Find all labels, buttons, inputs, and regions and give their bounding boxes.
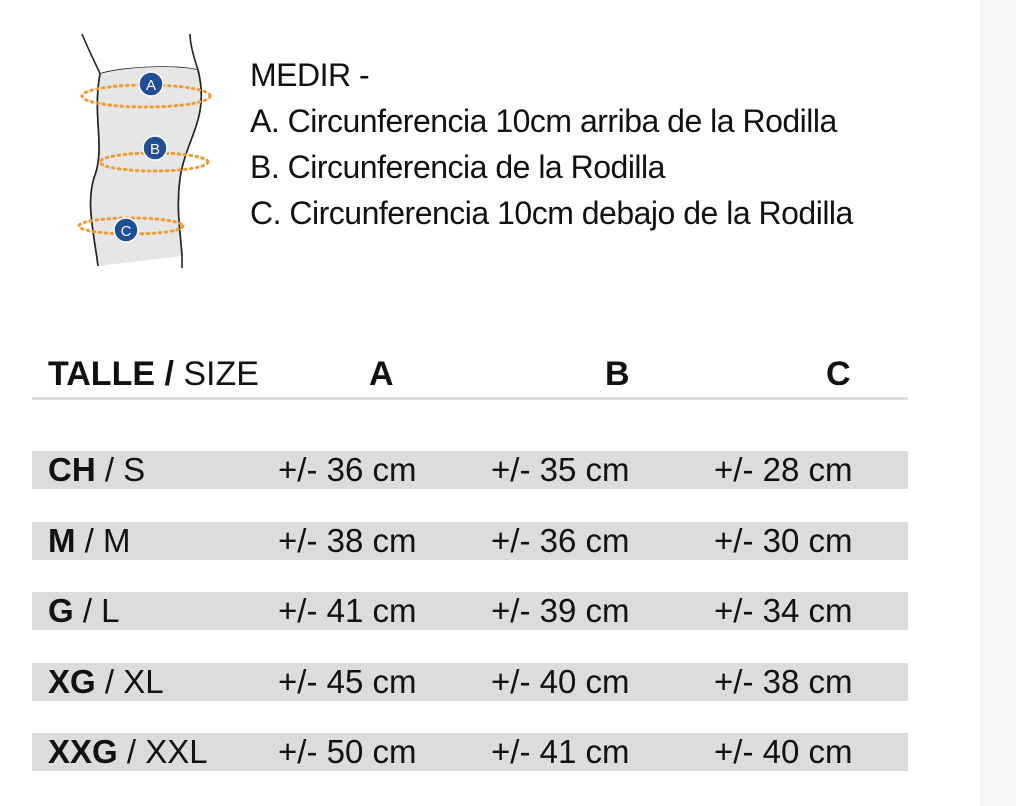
row-size: G / L <box>48 592 120 629</box>
table-header <box>32 350 908 398</box>
marker-c <box>114 218 138 242</box>
row-value-b: +/- 35 cm <box>491 451 630 488</box>
row-value-b: +/- 41 cm <box>491 733 630 770</box>
table-row <box>32 522 908 560</box>
row-value-c: +/- 30 cm <box>714 521 853 559</box>
instruction-a: A. Circunferencia 10cm arriba de la Rodilla <box>250 103 837 139</box>
svg-text:A: A <box>145 77 157 94</box>
row-value-a: +/- 50 cm <box>278 733 417 770</box>
row-value-c: +/- 40 cm <box>714 733 853 770</box>
row-value-a: +/- 41 cm <box>278 592 417 629</box>
header-col-c: C <box>826 355 851 393</box>
svg-text:C: C <box>120 223 132 240</box>
table-row <box>32 451 908 489</box>
header-col-a: A <box>369 355 394 393</box>
table-row <box>32 663 908 701</box>
instruction-b: B. Circunferencia de la Rodilla <box>250 149 665 185</box>
row-size: XG / XL <box>48 662 164 700</box>
marker-a <box>139 72 163 96</box>
table-row <box>32 592 908 630</box>
row-value-b: +/- 36 cm <box>491 521 630 559</box>
row-size: XXG / XXL <box>48 733 208 770</box>
row-value-b: +/- 40 cm <box>491 662 630 700</box>
header-size: TALLE / SIZE <box>48 355 259 393</box>
header-divider <box>32 397 908 400</box>
table-row <box>32 733 908 771</box>
right-margin-strip <box>980 0 1016 806</box>
measurement-instructions <box>250 52 853 236</box>
row-size: M / M <box>48 521 131 559</box>
row-size: CH / S <box>48 451 146 488</box>
header-col-b: B <box>605 355 630 393</box>
row-value-c: +/- 28 cm <box>714 451 853 488</box>
row-value-a: +/- 38 cm <box>278 521 417 559</box>
knee-diagram-illustration <box>70 28 220 273</box>
size-chart-table <box>32 350 908 770</box>
table-body <box>32 451 908 804</box>
marker-b <box>143 136 167 160</box>
row-value-b: +/- 39 cm <box>491 592 630 629</box>
row-value-c: +/- 38 cm <box>714 662 853 700</box>
instructions-title: MEDIR - <box>250 57 370 93</box>
row-value-a: +/- 45 cm <box>278 662 417 700</box>
svg-text:B: B <box>149 141 161 158</box>
instruction-c: C. Circunferencia 10cm debajo de la Rodilla <box>250 195 853 231</box>
row-value-a: +/- 36 cm <box>278 451 417 488</box>
row-value-c: +/- 34 cm <box>714 592 853 629</box>
